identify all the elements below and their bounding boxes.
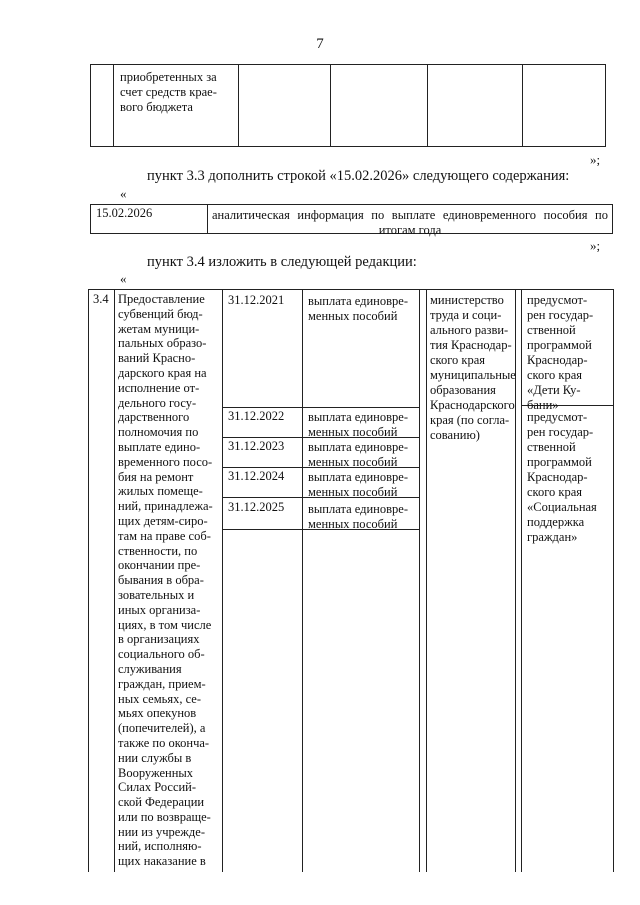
- row-3-4-funding-1: [527, 293, 613, 413]
- text-line: сованию): [430, 428, 480, 442]
- closing-quote: »;: [590, 152, 601, 167]
- text-line: субвенций бюд-: [118, 306, 203, 321]
- paragraph-3-3: пункт 3.3 дополнить строкой «15.02.2026» следующего содержания:: [147, 168, 570, 184]
- text-line: муниципальные: [430, 368, 516, 382]
- text-line: пальных образо-: [118, 336, 207, 351]
- text-line: Предоставление: [118, 292, 205, 306]
- text-line: ственности, по: [118, 543, 198, 558]
- page-number: 7: [316, 36, 324, 52]
- text-line: дарского края на: [118, 365, 207, 380]
- text-line: «Социальная: [527, 500, 597, 514]
- text-line: полномочия по: [118, 425, 199, 440]
- paragraph-3-4: пункт 3.4 изложить в следующей редакции:: [147, 254, 417, 270]
- text-line: программой: [527, 455, 592, 469]
- text-line: мьях опекунов: [118, 706, 197, 721]
- text-line: там на праве соб-: [118, 528, 211, 543]
- text-line: поддержка: [527, 515, 585, 529]
- subrow-date: 31.12.2022: [228, 409, 285, 423]
- text-line: иных организа-: [118, 602, 201, 617]
- text-line: ского края: [430, 353, 486, 367]
- text-line: труда и соци-: [430, 308, 502, 322]
- text-line: дельного госу-: [118, 395, 197, 410]
- text-line: Силах Россий-: [118, 780, 197, 795]
- text-line: циях, в том числе: [118, 617, 212, 632]
- text-line: бия на ремонт: [118, 469, 194, 484]
- text-line: выплате едино-: [118, 439, 201, 454]
- text-line: бывания в обра-: [118, 573, 204, 588]
- text-line: нии службы в: [118, 750, 192, 765]
- subrow-date: 31.12.2023: [228, 439, 285, 453]
- text-line: Краснодар-: [527, 470, 588, 484]
- text-line: окончании пре-: [118, 558, 201, 573]
- subrow-date: 31.12.2024: [228, 469, 285, 483]
- row-3-3-date: 15.02.2026: [96, 206, 153, 220]
- text-line: ных семьях, се-: [118, 691, 201, 706]
- subrow-date: 31.12.2021: [228, 293, 285, 307]
- text-line: рен государ-: [527, 308, 594, 322]
- text-line: также по оконча-: [118, 735, 210, 750]
- subrow-result: выплата единовре- менных пособий: [308, 440, 408, 469]
- text-line: в организациях: [118, 632, 200, 647]
- subrow-date: 31.12.2025: [228, 500, 285, 514]
- subrow-result: выплата единовре- менных пособий: [308, 294, 408, 323]
- row-3-4-funding-2: [527, 410, 613, 545]
- text-line: программой: [527, 338, 592, 352]
- text-line: Краснодарского: [430, 398, 515, 412]
- text-line: жетам муници-: [118, 321, 200, 336]
- closing-quote-2: »;: [590, 238, 601, 253]
- text-line: тия Краснодар-: [430, 338, 512, 352]
- text-line: образования: [430, 383, 496, 397]
- text-line: Краснодар-: [527, 353, 588, 367]
- text-line: щих наказание в: [118, 854, 206, 869]
- text-line: края (по согла-: [430, 413, 510, 427]
- subrow-result: выплата единовре- менных пособий: [308, 502, 408, 531]
- text-line: или по возвраще-: [118, 809, 211, 824]
- text-line: ний, исполняю-: [118, 839, 202, 854]
- text-line: нии из учрежде-: [118, 824, 205, 839]
- row-3-3-text: аналитическая информация по выплате единовременного пособия по итогам года: [212, 208, 608, 237]
- text-line: ственной: [527, 440, 576, 454]
- text-line: Вооруженных: [118, 765, 194, 780]
- text-line: предусмот-: [527, 293, 588, 307]
- opening-quote: «: [120, 186, 127, 201]
- text-line: щих детям-сиро-: [118, 513, 208, 528]
- text-line: исполнение от-: [118, 380, 200, 395]
- text-line: ской Федерации: [118, 795, 205, 810]
- text-line: зовательных и: [118, 587, 195, 602]
- top-table-cell: приобретенных за счет средств крае- вого бюджета: [120, 70, 217, 114]
- text-line: ваний Красно-: [118, 351, 196, 366]
- text-line: ского края: [527, 485, 583, 499]
- row-3-4-description: [118, 292, 222, 869]
- text-line: граждан, прием-: [118, 676, 206, 691]
- text-line: ний, принадлежа-: [118, 499, 213, 514]
- text-line: жилых помеще-: [118, 484, 203, 499]
- row-3-4-responsible: [430, 293, 516, 443]
- text-line: дарственного: [118, 410, 190, 425]
- text-line: ственной: [527, 323, 576, 337]
- subrow-result: выплата единовре- менных пособий: [308, 410, 408, 439]
- text-line: социального об-: [118, 647, 205, 662]
- text-line: ского края: [527, 368, 583, 382]
- text-line: «Дети Ку-: [527, 383, 581, 397]
- text-line: граждан»: [527, 530, 578, 544]
- text-line: (попечителей), а: [118, 721, 206, 736]
- text-line: рен государ-: [527, 425, 594, 439]
- text-line: бани»: [527, 398, 559, 412]
- text-line: служивания: [118, 661, 182, 676]
- text-line: ального разви-: [430, 323, 509, 337]
- text-line: предусмот-: [527, 410, 588, 424]
- text-line: временного посо-: [118, 454, 213, 469]
- row-3-4-number: 3.4: [93, 292, 109, 306]
- subrow-result: выплата единовре- менных пособий: [308, 470, 408, 499]
- opening-quote-2: «: [120, 271, 127, 286]
- text-line: министерство: [430, 293, 504, 307]
